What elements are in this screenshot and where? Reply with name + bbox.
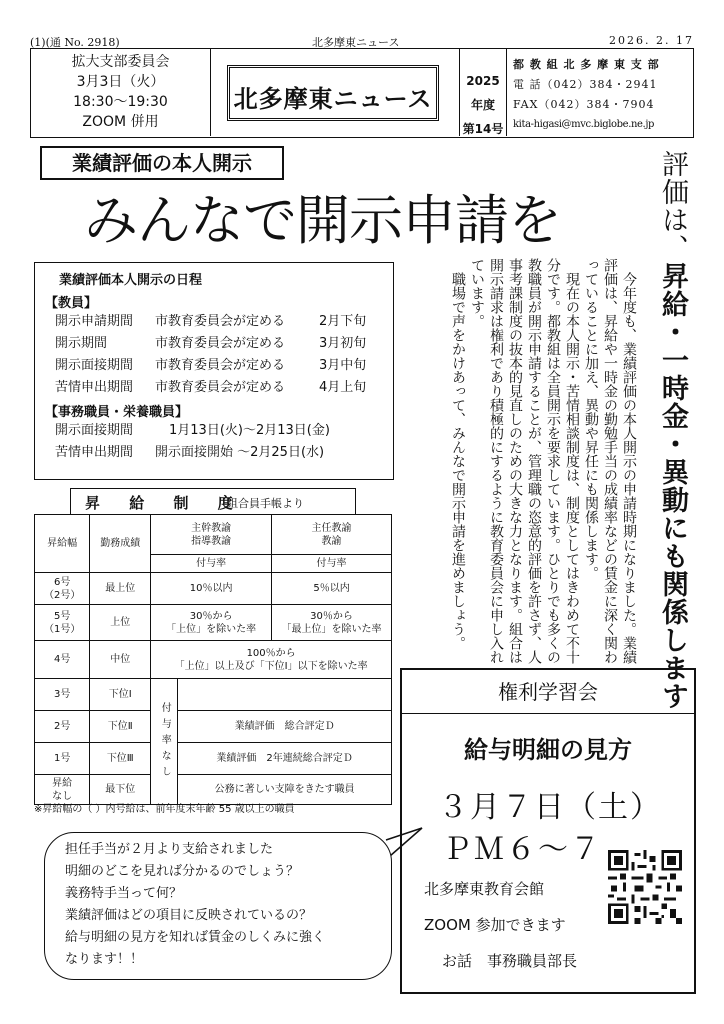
salary-source: 組合員手帳より [227,497,304,510]
grade: 下位Ⅱ [90,711,151,743]
topic-tag: 業績評価の本人開示 [40,146,284,180]
bubble-line: 業績評価はどの項目に反映されているの？ [65,908,313,923]
schedule-label: 開示面接期間 [55,423,134,438]
rate-b [272,605,392,641]
rate-all: 業績評価 総合評定Ｄ [178,711,392,743]
contact-tel: 電 話（042）384・2941 [513,78,658,91]
col-a [151,515,272,555]
step-sub: （1号） [43,623,81,635]
step: 5号 [53,610,71,622]
issue-info [459,49,507,136]
no-rate-label: 付与率なし [151,679,178,805]
schedule-label: 苦情申出期間 [55,380,134,395]
rate-b-line2: 「最上位」を除いた率 [281,623,382,635]
schedule-who: 市教育委員会が定める [155,336,286,351]
headline: みんなで開示申請を [84,189,561,252]
study-speaker: お話 事務職員部長 [442,952,578,970]
schedule-row [45,377,383,399]
table-row [35,679,392,711]
rate-all-line2: 「上位」以上及び「下位Ⅰ」以下を除いた率 [174,660,368,672]
schedule-row [45,355,383,377]
issue-num: 第14号 [462,122,504,136]
contact-email[interactable]: kita-higasi@mvc.biglobe.ne.jp [513,119,655,130]
study-time: ＰＭ６～７ [442,832,602,867]
step: 3号 [35,679,90,711]
study-heading: 権利学習会 [402,670,694,714]
article-body [422,258,638,668]
rate-a-line2: 「上位」を除いた率 [166,623,257,635]
schedule-row [45,420,383,442]
side-title-part2: 昇給・一時金・異動 [657,262,688,514]
col-grade: 勤務成績 [90,515,151,573]
rate-empty [178,679,392,711]
contact-fax: FAX（042）384・7904 [513,98,655,111]
rate-a-line1: 30％から [189,610,233,622]
schedule-row [45,311,383,333]
side-vertical-title [644,150,692,710]
col-b [272,515,392,555]
grade: 最上位 [90,573,151,605]
masthead-title-frame [227,65,439,121]
bubble-line: 義務特手当って何？ [65,886,183,901]
schedule-when: 2月下旬 [319,314,367,329]
masthead-title: 北多摩東ニュース [233,85,433,113]
grade: 下位Ⅰ [90,679,151,711]
step-sub: （2号） [43,589,81,601]
bubble-line: 担任手当が２月より支給されました [65,842,274,857]
col-b-line1: 主任教諭 [311,522,352,534]
col-a-line1: 主幹教諭 [191,522,232,534]
schedule-when: 開示面接開始 ～2月25日(水) [155,445,325,460]
table-row [35,641,392,679]
contact-info [507,49,693,136]
masthead [30,48,694,138]
speech-bubble [44,832,392,980]
bubble-line: 給与明細の見方を知れば賃金のしくみに強く [65,930,326,945]
study-date: ３月７日（土） [438,790,662,825]
schedule-when: 3月中旬 [319,358,367,373]
study-session-box [400,668,696,994]
salary-table [34,514,392,802]
schedule-group-staff: 【事務職員・栄養職員】 [45,405,189,420]
paper-name-small: 北多摩東ニュース [312,36,400,49]
schedule-box [34,262,394,480]
step: 2号 [35,711,90,743]
issue-year: 2025 年度 [466,74,500,112]
rate-a-head: 付与率 [151,555,272,573]
salary-title: 昇 給 制 度 [85,494,245,512]
salary-grid [34,514,392,805]
issue-date: 2026. 2. 17 [609,34,694,47]
grade: 上位 [90,605,151,641]
rate-all: 業績評価 2年連続総合評定Ｄ [178,743,392,775]
masthead-title-area [211,49,459,136]
table-row [35,605,392,641]
step: 4号 [35,641,90,679]
step-sub: なし [52,790,73,802]
step: 昇給 [52,777,73,789]
issue-number: (1)(通 No. 2918) [30,36,120,49]
article-paragraph: 職場で声をかけあって、みんなで開示申請を進めましょう。 [450,272,466,650]
schedule-row [45,333,383,355]
schedule-when: 1月13日(火)～2月13日(金) [169,423,330,438]
rate-b: 5％以内 [272,573,392,605]
study-place: 北多摩東教育会館 [424,880,545,898]
schedule-label: 苦情申出期間 [55,445,134,460]
bubble-line: 明細のどこを見れば分かるのでしょう？ [65,864,300,879]
schedule-who: 市教育委員会が定める [155,380,286,395]
rate-all [151,641,392,679]
schedule-label: 開示期間 [55,336,108,351]
schedule-row [45,442,383,464]
side-title-part3: にも関係します [657,514,688,710]
schedule-label: 開示面接期間 [55,358,134,373]
article-paragraph: 今年度も、業績評価の本人開示の申請時期になりました。業績評価は、昇給や一時金の勤勉手当の成績率などの賃金に深く関わっていることに加え、異動や昇任にも関係します。 [583,258,637,664]
table-row [35,743,392,775]
rate-b-line1: 30％から [310,610,353,622]
grade: 最下位 [90,775,151,805]
grade: 中位 [90,641,151,679]
col-step: 昇給幅 [35,515,90,573]
rate-a: 10％以内 [151,573,272,605]
contact-org: 都 教 組 北 多 摩 東 支 部 [513,58,660,71]
top-strip [30,34,694,48]
table-row [35,573,392,605]
qr-code-icon[interactable] [608,850,682,924]
schedule-group-teachers: 【教員】 [45,296,98,311]
meeting-name: 拡大支部委員会 [71,54,170,70]
salary-note: ※昇給幅の（ ）内号給は、前年度末年齢 55 歳以上の職員 [34,804,295,815]
meeting-date: 3月3日（火） [76,74,165,90]
schedule-who: 市教育委員会が定める [155,358,286,373]
meeting-time: 18:30～19:30 [73,94,168,110]
schedule-label: 開示申請期間 [55,314,134,329]
table-row [35,711,392,743]
meeting-mode: ZOOM 併用 [82,114,159,130]
schedule-when: 3月初旬 [319,336,367,351]
rate-a [151,605,272,641]
step: 6号 [53,576,71,588]
schedule-who: 市教育委員会が定める [155,314,286,329]
rate-all: 公務に著しい支障をきたす職員 [178,775,392,805]
meeting-notice [31,49,211,136]
study-zoom: ZOOM 参加できます [424,916,566,934]
article-paragraph: 現在の本人開示・苦情相談制度は、制度としてはきわめて不十分です。都教組は全員開示を要求しています。ひとりでも多くの教職員が開示申請することが、管理職の恣意的評価を許さず、人事考課制度の抜本的見直しのための大きな力となります。組合は開示請求は権利であり積極的にするように教育委員会に申し入れています。 [469,258,580,664]
side-title-part1: 評価は、 [657,150,688,262]
bubble-line: なります！！ [65,952,144,967]
schedule-title: 業績評価本人開示の日程 [59,273,203,288]
salary-table-header [70,488,356,514]
grade: 下位Ⅲ [90,743,151,775]
rate-all-line1: 100％から [246,647,296,659]
col-a-line2: 指導教諭 [191,535,232,547]
study-title: 給与明細の見方 [464,736,632,764]
schedule-when: 4月上旬 [319,380,367,395]
rate-b-head: 付与率 [272,555,392,573]
col-b-line2: 教諭 [321,535,342,547]
step: 1号 [35,743,90,775]
